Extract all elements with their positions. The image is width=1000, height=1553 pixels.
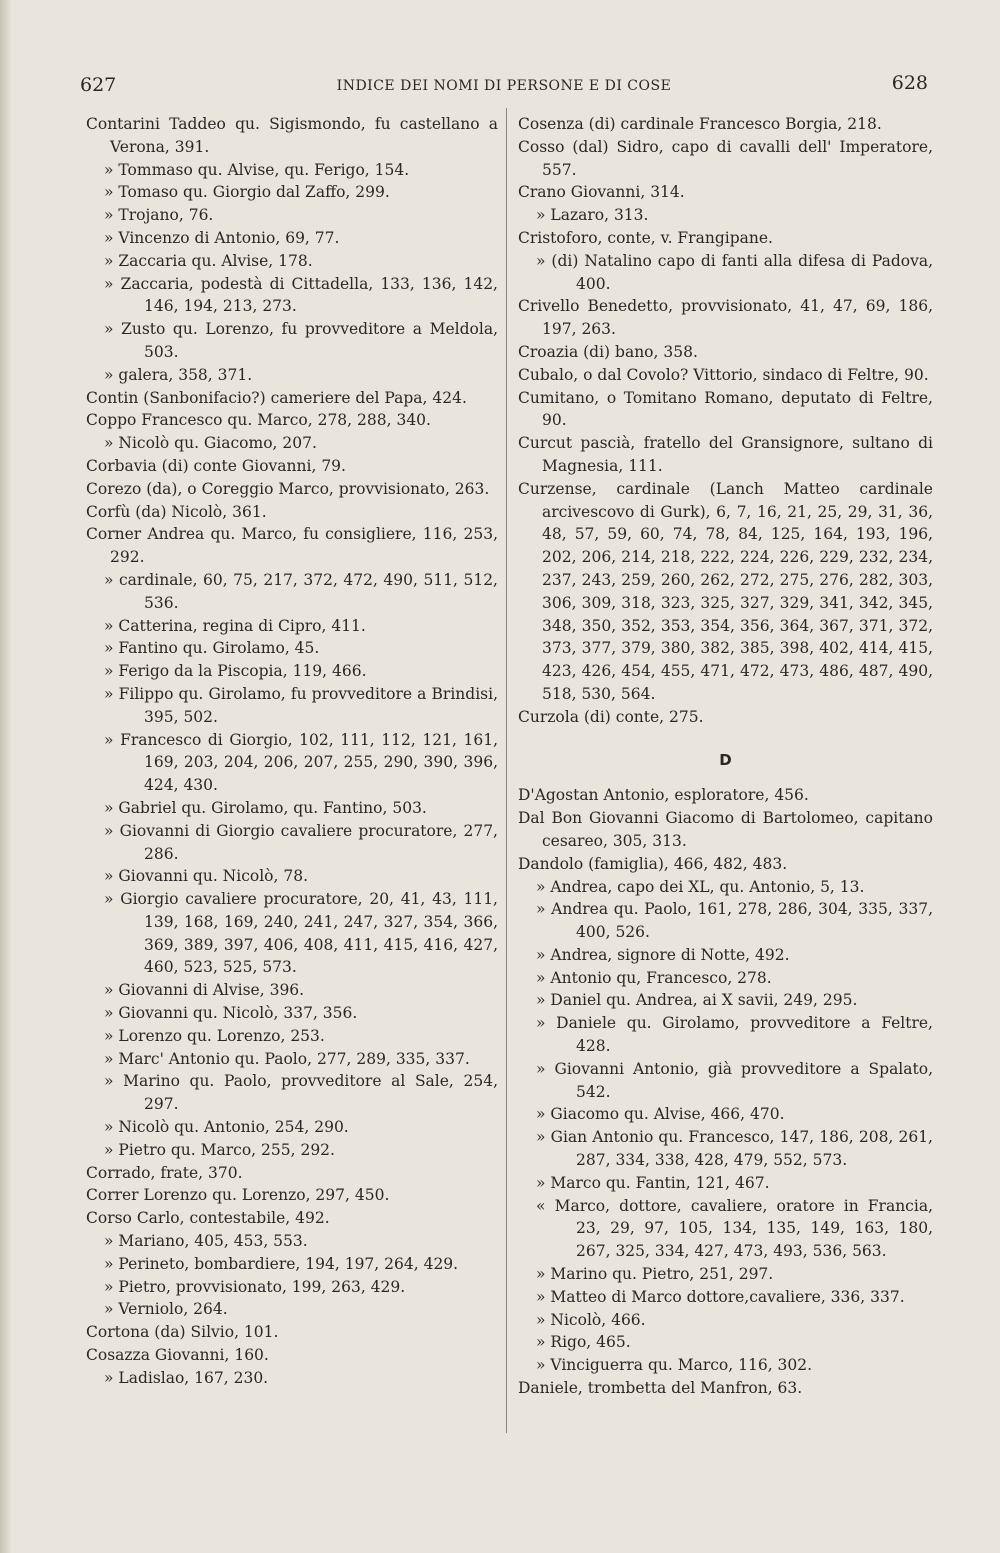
index-entry: » Rigo, 465.	[536, 1333, 631, 1352]
index-entry: » Marco qu. Fantin, 121, 467.	[536, 1173, 770, 1192]
index-entry: » Nicolò qu. Antonio, 254, 290.	[104, 1118, 349, 1137]
index-entry: Corezo (da), o Coreggio Marco, provvisionato, 263.	[86, 479, 490, 498]
index-entry: Contarini Taddeo qu. Sigismondo, fu castellano a Verona, 391.	[86, 115, 498, 156]
index-entry: » Marino qu. Paolo, provveditore al Sale, 254, 297.	[104, 1072, 498, 1114]
index-entry: » Tommaso qu. Alvise, qu. Ferigo, 154.	[104, 160, 410, 179]
index-entry: Curzola (di) conte, 275.	[518, 707, 704, 726]
index-entry: » Tomaso qu. Giorgio dal Zaffo, 299.	[104, 183, 390, 202]
index-entry: Cristoforo, conte, v. Frangipane.	[518, 228, 773, 247]
index-entry: Curcut pascià, fratello del Gransignore, sultano di Magnesia, 111.	[518, 434, 933, 475]
index-entry: » Francesco di Giorgio, 102, 111, 112, 121, 161, 169, 203, 204, 206, 207, 255, 290, 390, 396, 424, 430.	[104, 730, 498, 795]
index-entry: » Marc' Antonio qu. Paolo, 277, 289, 335, 337.	[104, 1049, 470, 1068]
index-entry: » Daniel qu. Andrea, ai X savii, 249, 295.	[536, 991, 858, 1010]
index-entry: Corso Carlo, contestabile, 492.	[86, 1209, 330, 1228]
page-number-right: 628	[891, 72, 928, 94]
index-entry: » Zusto qu. Lorenzo, fu provveditore a Meldola, 503.	[104, 320, 498, 361]
index-entry: » Nicolò qu. Giacomo, 207.	[104, 434, 317, 453]
index-entry: » Giovanni qu. Nicolò, 337, 356.	[104, 1004, 358, 1023]
index-entry: Corbavia (di) conte Giovanni, 79.	[86, 456, 346, 475]
index-entry: Cortona (da) Silvio, 101.	[86, 1323, 279, 1342]
index-entry: » Trojano, 76.	[104, 206, 214, 225]
index-entry: » Giovanni qu. Nicolò, 78.	[104, 867, 309, 886]
index-entry: » Gian Antonio qu. Francesco, 147, 186, 208, 261, 287, 334, 338, 428, 479, 552, 573.	[536, 1128, 933, 1170]
column-divider	[506, 108, 507, 1433]
index-entry: » Vincenzo di Antonio, 69, 77.	[104, 228, 340, 247]
index-entry: » Verniolo, 264.	[104, 1300, 228, 1319]
index-entry: » Andrea qu. Paolo, 161, 278, 286, 304, 335, 337, 400, 526.	[536, 900, 933, 942]
index-entry: » Vinciguerra qu. Marco, 116, 302.	[536, 1356, 813, 1375]
index-entry: » Fantino qu. Girolamo, 45.	[104, 639, 320, 658]
index-entry: Croazia (di) bano, 358.	[518, 342, 698, 361]
index-entry: » cardinale, 60, 75, 217, 372, 472, 490, 511, 512, 536.	[104, 570, 498, 612]
index-entry: Dandolo (famiglia), 466, 482, 483.	[518, 854, 788, 873]
index-entry: » Mariano, 405, 453, 553.	[104, 1232, 308, 1251]
index-entry: Cosazza Giovanni, 160.	[86, 1346, 269, 1365]
page-number-left: 627	[80, 74, 117, 96]
index-entry: Cumitano, o Tomitano Romano, deputato di Feltre, 90.	[518, 388, 933, 430]
index-entry: » Matteo di Marco dottore,cavaliere, 336, 337.	[536, 1287, 905, 1306]
index-entry: » Zaccaria qu. Alvise, 178.	[104, 251, 313, 270]
index-entry: Corrado, frate, 370.	[86, 1163, 243, 1182]
index-entry: » Catterina, regina di Cipro, 411.	[104, 616, 366, 635]
right-column	[518, 113, 933, 1400]
index-entry: Cosso (dal) Sidro, capo di cavalli dell' Imperatore, 557.	[518, 137, 933, 179]
index-entry: » Gabriel qu. Girolamo, qu. Fantino, 503.	[104, 798, 427, 817]
running-title: INDICE DEI NOMI DI PERSONE E DI COSE	[336, 78, 672, 94]
index-entry: » Filippo qu. Girolamo, fu provveditore a Brindisi, 395, 502.	[104, 684, 498, 726]
index-entry: » Pietro qu. Marco, 255, 292.	[104, 1140, 335, 1159]
index-entry: » Giacomo qu. Alvise, 466, 470.	[536, 1105, 785, 1124]
index-entry: Crano Giovanni, 314.	[518, 183, 685, 202]
section-letter: D	[719, 750, 732, 769]
index-entry: Contin (Sanbonifacio?) cameriere del Papa, 424.	[86, 388, 467, 407]
index-entry: Crivello Benedetto, provvisionato, 41, 47, 69, 186, 197, 263.	[518, 297, 933, 339]
index-entry: Corner Andrea qu. Marco, fu consigliere, 116, 253, 292.	[86, 525, 498, 567]
index-entry: » Andrea, signore di Notte, 492.	[536, 945, 790, 964]
index-entry: « Marco, dottore, cavaliere, oratore in Francia, 23, 29, 97, 105, 134, 135, 149, 163, 180, 267, 325, 334, 427, 473, 493, 536, 563.	[536, 1196, 933, 1261]
index-entry: Daniele, trombetta del Manfron, 63.	[518, 1379, 803, 1398]
index-entry: Corfù (da) Nicolò, 361.	[86, 502, 267, 521]
index-entry: » Giovanni di Alvise, 396.	[104, 981, 305, 1000]
index-entry: » Lazaro, 313.	[536, 206, 649, 225]
page-header	[80, 74, 928, 104]
index-entry: » Daniele qu. Girolamo, provveditore a Feltre, 428.	[536, 1014, 933, 1056]
index-entry: Coppo Francesco qu. Marco, 278, 288, 340.	[86, 411, 431, 430]
index-entry: » Giorgio cavaliere procuratore, 20, 41, 43, 111, 139, 168, 169, 240, 241, 247, 327, 354, 366, 369, 389, 397, 406, 408, 411, 415, 416, 427, 460, 523, 525, 573.	[104, 890, 498, 977]
index-entry: D'Agostan Antonio, esploratore, 456.	[518, 786, 809, 805]
index-entry: Curzense, cardinale (Lanch Matteo cardinale arcivescovo di Gurk), 6, 7, 16, 21, 25, 29, 31, 36, 48, 57, 59, 60, 74, 78, 84, 125, 164, 193, 196, 202, 206, 214, 218, 222, 224, 226, 229, 232, 234, 237, 243, 259, 260, 262, 272, 275, 276, 282, 303, 306, 309, 318, 323, 325, 327, 329, 341, 342, 345, 348, 350, 352, 353, 354, 356, 364, 367, 371, 372, 373, 377, 379, 380, 382, 385, 398, 402, 414, 415, 423, 426, 454, 455, 471, 472, 473, 486, 487, 490, 518, 530, 564.	[518, 479, 933, 703]
right-column-entries-d	[518, 784, 933, 1400]
left-column	[86, 113, 498, 1390]
index-entry: » Ferigo da la Piscopia, 119, 466.	[104, 662, 367, 681]
index-entry: » (di) Natalino capo di fanti alla difesa di Padova, 400.	[536, 251, 933, 293]
index-entry: » galera, 358, 371.	[104, 365, 253, 384]
index-entry: » Giovanni Antonio, già provveditore a Spalato, 542.	[536, 1059, 933, 1101]
index-entry: » Antonio qu, Francesco, 278.	[536, 968, 772, 987]
index-entry: Correr Lorenzo qu. Lorenzo, 297, 450.	[86, 1186, 390, 1205]
index-entry: » Marino qu. Pietro, 251, 297.	[536, 1265, 774, 1284]
index-entry: » Lorenzo qu. Lorenzo, 253.	[104, 1026, 325, 1045]
index-entry: » Giovanni di Giorgio cavaliere procuratore, 277, 286.	[104, 821, 498, 863]
page-edge-shadow	[0, 0, 12, 1553]
right-column-entries-c	[518, 113, 933, 729]
index-entry: Cubalo, o dal Covolo? Vittorio, sindaco di Feltre, 90.	[518, 365, 929, 384]
index-entry: » Ladislao, 167, 230.	[104, 1368, 269, 1387]
index-entry: » Nicolò, 466.	[536, 1310, 646, 1329]
index-entry: » Pietro, provvisionato, 199, 263, 429.	[104, 1277, 406, 1296]
index-entry: Dal Bon Giovanni Giacomo di Bartolomeo, capitano cesareo, 305, 313.	[518, 809, 933, 850]
index-entry: » Zaccaria, podestà di Cittadella, 133, 136, 142, 146, 194, 213, 273.	[104, 274, 498, 316]
index-entry: » Perineto, bombardiere, 194, 197, 264, 429.	[104, 1254, 459, 1273]
index-entry: » Andrea, capo dei XL, qu. Antonio, 5, 13.	[536, 877, 865, 896]
index-entry: Cosenza (di) cardinale Francesco Borgia, 218.	[518, 115, 882, 133]
